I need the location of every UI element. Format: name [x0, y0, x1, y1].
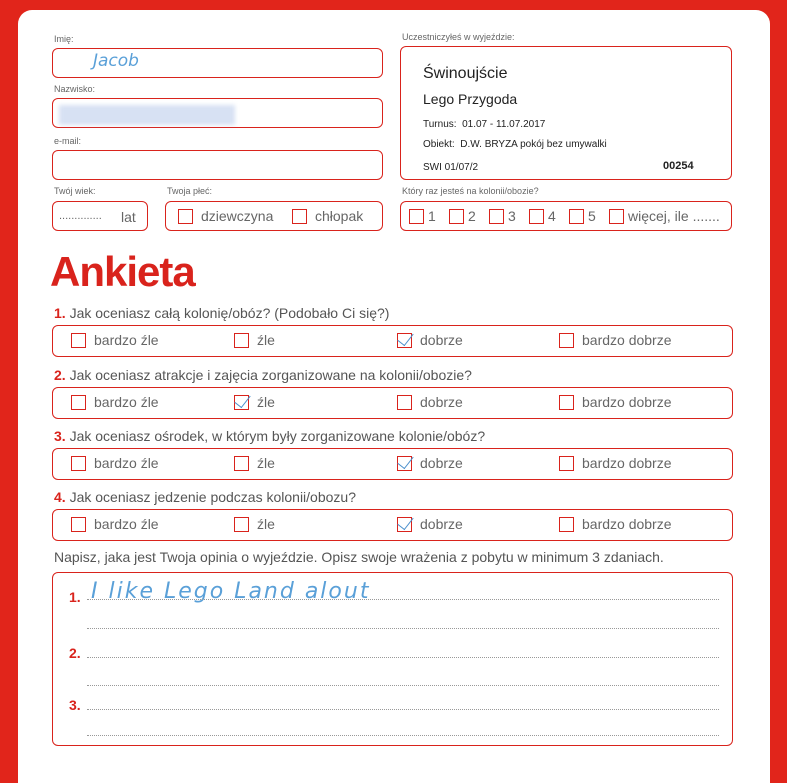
gender-option-girl[interactable]: dziewczyna	[178, 208, 273, 224]
opinion-prompt: Napisz, jaka jest Twoja opinia o wyjeździe. Opisz swoje wrażenia z pobytu w minimum 3 zdaniach.	[54, 549, 664, 565]
dotted-line	[87, 685, 719, 686]
trip-object: Obiekt: D.W. BRYZA pokój bez umywalki	[423, 139, 607, 150]
checkbox-checked[interactable]	[397, 456, 412, 471]
checkbox[interactable]	[569, 209, 584, 224]
dotted-line	[87, 628, 719, 629]
opinion-line-3-num: 3.	[69, 697, 81, 713]
checkbox[interactable]	[71, 395, 86, 410]
question-4-options	[52, 509, 733, 541]
q4-bardzo-dobrze[interactable]: bardzo dobrze	[559, 516, 672, 532]
trip-label: Uczestniczyłeś w wyjeździe:	[402, 32, 515, 42]
checkbox[interactable]	[234, 333, 249, 348]
checkbox[interactable]	[292, 209, 307, 224]
question-1-options	[52, 325, 733, 357]
q1-zle[interactable]: źle	[234, 332, 275, 348]
q1-bardzo-zle[interactable]: bardzo źle	[71, 332, 159, 348]
trip-city: Świnoujście	[423, 65, 508, 82]
age-unit: lat	[121, 209, 136, 225]
survey-sheet	[18, 10, 770, 783]
question-1-text: 1. Jak oceniasz całą kolonię/obóz? (Podobało Ci się?)	[54, 305, 390, 321]
opinion-line-1-num: 1.	[69, 589, 81, 605]
email-field[interactable]	[52, 150, 383, 180]
question-2-options	[52, 387, 733, 419]
checkbox[interactable]	[71, 517, 86, 532]
check-mark-icon	[397, 328, 413, 345]
checkbox-checked[interactable]	[397, 517, 412, 532]
age-dots: ..............	[59, 210, 102, 222]
checkbox-checked[interactable]	[234, 395, 249, 410]
q2-zle[interactable]: źle	[234, 394, 275, 410]
times-option-1[interactable]: 1	[409, 208, 436, 224]
question-3-text: 3. Jak oceniasz ośrodek, w którym były zorganizowane kolonie/obóz?	[54, 428, 486, 444]
trip-info-box	[400, 46, 732, 180]
q2-bardzo-zle[interactable]: bardzo źle	[71, 394, 159, 410]
check-mark-icon	[397, 451, 413, 468]
q4-zle[interactable]: źle	[234, 516, 275, 532]
gender-option-boy[interactable]: chłopak	[292, 208, 363, 224]
trip-program: Lego Przygoda	[423, 91, 518, 107]
q3-dobrze[interactable]: dobrze	[397, 455, 463, 471]
checkbox[interactable]	[71, 333, 86, 348]
opinion-line-2-num: 2.	[69, 645, 81, 661]
checkbox[interactable]	[234, 456, 249, 471]
times-field	[400, 201, 732, 231]
trip-number: 00254	[663, 160, 694, 172]
dotted-line	[87, 709, 719, 710]
q4-dobrze[interactable]: dobrze	[397, 516, 463, 532]
dotted-line	[87, 599, 719, 600]
checkbox[interactable]	[397, 395, 412, 410]
first-name-value: Jacob	[93, 51, 139, 71]
opinion-box[interactable]	[52, 572, 733, 746]
last-name-field[interactable]	[52, 98, 383, 128]
checkbox[interactable]	[559, 456, 574, 471]
times-option-3[interactable]: 3	[489, 208, 516, 224]
q3-bardzo-dobrze[interactable]: bardzo dobrze	[559, 455, 672, 471]
checkbox[interactable]	[449, 209, 464, 224]
dotted-line	[87, 735, 719, 736]
q2-dobrze[interactable]: dobrze	[397, 394, 463, 410]
age-label: Twój wiek:	[54, 186, 96, 196]
checkbox-checked[interactable]	[397, 333, 412, 348]
question-2-text: 2. Jak oceniasz atrakcje i zajęcia zorganizowane na kolonii/obozie?	[54, 367, 472, 383]
q3-bardzo-zle[interactable]: bardzo źle	[71, 455, 159, 471]
q4-bardzo-zle[interactable]: bardzo źle	[71, 516, 159, 532]
first-name-label: Imię:	[54, 34, 74, 44]
email-label: e-mail:	[54, 136, 82, 146]
times-label: Który raz jesteś na kolonii/obozie?	[402, 186, 539, 196]
checkbox[interactable]	[529, 209, 544, 224]
checkbox[interactable]	[559, 395, 574, 410]
checkbox[interactable]	[71, 456, 86, 471]
check-mark-icon	[234, 390, 250, 407]
checkbox[interactable]	[559, 333, 574, 348]
times-option-more[interactable]: więcej, ile .......	[609, 208, 720, 224]
age-field[interactable]	[52, 201, 148, 231]
checkbox[interactable]	[609, 209, 624, 224]
gender-field	[165, 201, 383, 231]
times-option-5[interactable]: 5	[569, 208, 596, 224]
first-name-field[interactable]	[52, 48, 383, 78]
checkbox[interactable]	[489, 209, 504, 224]
gender-label: Twoja płeć:	[167, 186, 213, 196]
q2-bardzo-dobrze[interactable]: bardzo dobrze	[559, 394, 672, 410]
times-option-4[interactable]: 4	[529, 208, 556, 224]
last-name-label: Nazwisko:	[54, 84, 96, 94]
checkbox[interactable]	[559, 517, 574, 532]
checkbox[interactable]	[409, 209, 424, 224]
times-option-2[interactable]: 2	[449, 208, 476, 224]
q3-zle[interactable]: źle	[234, 455, 275, 471]
q1-bardzo-dobrze[interactable]: bardzo dobrze	[559, 332, 672, 348]
survey-title: Ankieta	[50, 248, 195, 295]
dotted-line	[87, 657, 719, 658]
checkbox[interactable]	[178, 209, 193, 224]
trip-turnus: Turnus: 01.07 - 11.07.2017	[423, 119, 546, 130]
check-mark-icon	[397, 512, 413, 529]
question-4-text: 4. Jak oceniasz jedzenie podczas kolonii/obozu?	[54, 489, 356, 505]
q1-dobrze[interactable]: dobrze	[397, 332, 463, 348]
trip-code: SWI 01/07/2	[423, 162, 479, 173]
opinion-line-1-text: I like Lego Land alout	[91, 579, 371, 604]
checkbox[interactable]	[234, 517, 249, 532]
question-3-options	[52, 448, 733, 480]
redacted-surname	[59, 105, 235, 125]
